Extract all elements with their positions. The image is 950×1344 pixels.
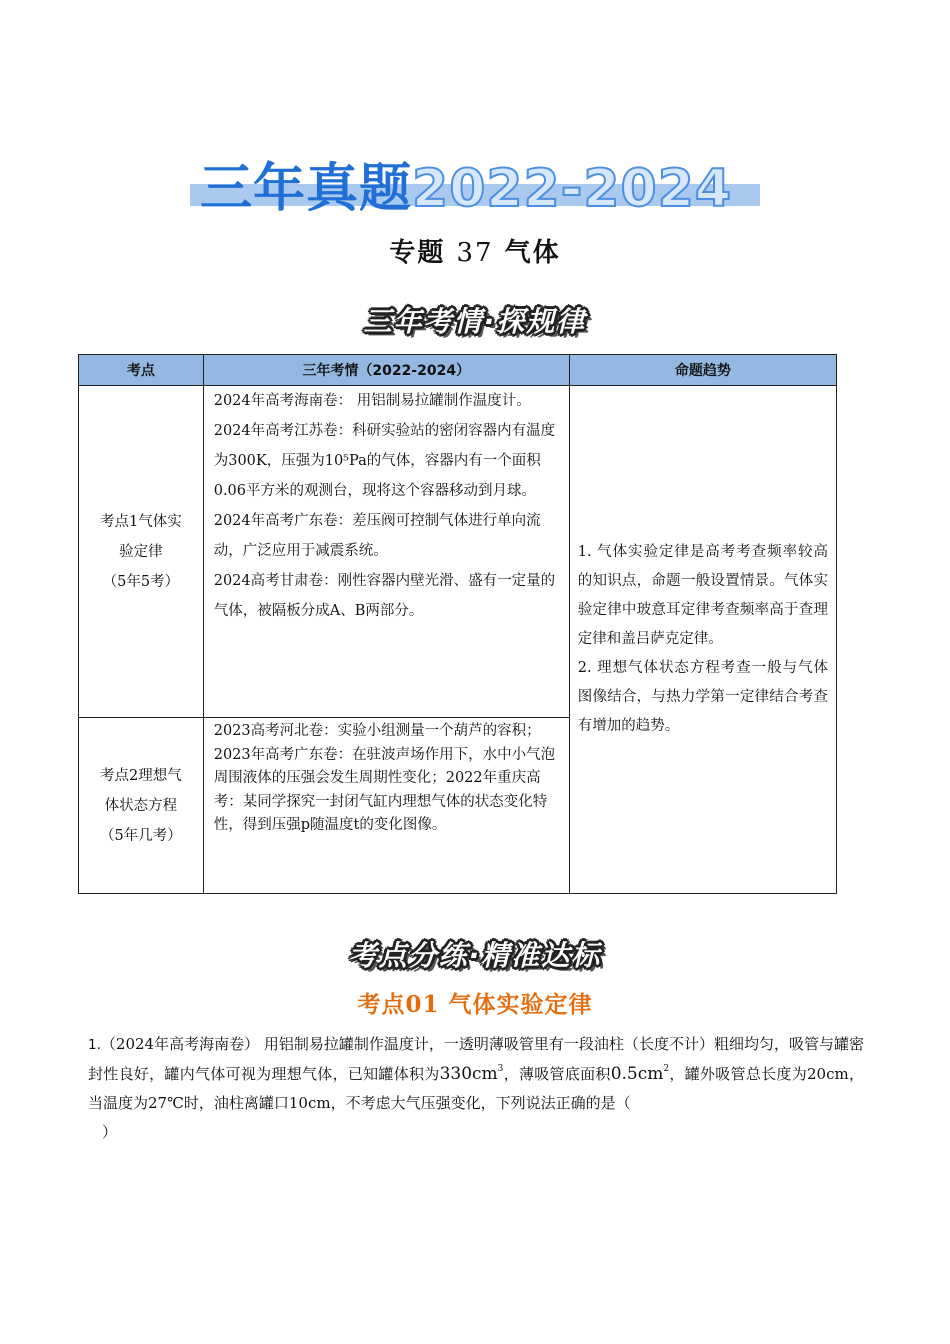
- situation-cell-1: [203, 386, 569, 718]
- question-text-b: ，薄吸管底面积: [503, 1065, 611, 1083]
- question-text: [88, 1030, 864, 1118]
- subject-number: 37: [456, 238, 494, 268]
- subject-name: 气体: [504, 238, 561, 268]
- question-close-paren: ）: [102, 1123, 118, 1141]
- situation-item: 2024年高考广东卷：差压阀可控制气体进行单向流动，广泛应用于减震系统。: [213, 513, 541, 559]
- exam-analysis-table: [78, 354, 837, 894]
- trend-cell: [569, 386, 836, 894]
- section-banner-trends: 三年考情·探规律: [363, 305, 587, 338]
- header-point: 考点: [79, 355, 204, 386]
- header-situation: 三年考情（2022-2024）: [203, 355, 569, 386]
- table-header-row: [79, 355, 837, 386]
- situation-item: 2024高考甘肃卷：刚性容器内壁光滑、盛有一定量的气体，被隔板分成A、B两部分。: [213, 573, 556, 619]
- point-line: 考点1气体实: [99, 513, 182, 530]
- point-line: 体状态方程: [104, 797, 178, 814]
- question-number: 1.: [88, 1037, 101, 1053]
- question-text-c: ，罐外吸管总长度为20cm，当温度为27℃时，油柱离罐口10cm，不考虑大气压强变化，下列说法正确的是（: [88, 1065, 864, 1112]
- title-banner: [190, 148, 760, 219]
- point-line: 验定律: [119, 543, 163, 560]
- banner-part2: 2022-2024: [412, 159, 733, 219]
- table-row: [79, 386, 837, 718]
- question-area: 0.5cm: [610, 1064, 664, 1084]
- point-line: 考点2理想气: [99, 767, 182, 784]
- section-title: 考点01 气体实验定律: [357, 991, 593, 1018]
- situation-cell-2: [203, 718, 569, 894]
- point-cell-1: [79, 386, 204, 718]
- banner-part1: 三年真题: [200, 159, 413, 219]
- situation-item: 2024年高考江苏卷：科研实验站的密闭容器内有温度为300K，压强为10⁵Pa的气体，容器内有一个面积0.06平方米的观测台，现将这个容器移动到月球。: [213, 423, 556, 499]
- header-trend: 命题趋势: [569, 355, 836, 386]
- banner-text: [200, 146, 732, 221]
- superscript-2: 2: [663, 1064, 670, 1074]
- situation-item: 2024年高考海南卷： 用铝制易拉罐制作温度计。: [213, 393, 531, 409]
- question-text-a: 用铝制易拉罐制作温度计，一透明薄吸管里有一段油柱（长度不计）粗细均匀，吸管与罐密封性良好，罐内气体可视为理想气体，已知罐体积为: [88, 1035, 864, 1083]
- superscript-3: 3: [497, 1064, 504, 1074]
- section-banner-practice: 考点分练·精准达标: [348, 939, 602, 972]
- trend-item: 1. 气体实验定律是高考考查频率较高的知识点，命题一般设置情景。气体实验定律中玻意耳定律考查频率高于查理定律和盖吕萨克定律。: [577, 544, 828, 647]
- question-volume: 330cm: [439, 1064, 498, 1084]
- subject-title: [0, 232, 950, 269]
- point-cell-2: [79, 718, 204, 894]
- situation-item: 2023高考河北卷：实验小组测量一个葫芦的容积；2023年高考广东卷：在驻波声场作用下，水中小气泡周围液体的压强会发生周期性变化；2022年重庆高考：某同学探究一封闭气缸内理想气体的状态变化特性，得到压强p随温度t的变化图像。: [213, 723, 556, 833]
- question-source: （2024年高考海南卷）: [100, 1035, 260, 1053]
- subject-prefix: 专题: [389, 238, 446, 268]
- question-1: [88, 1030, 864, 1147]
- point-line: （5年几考）: [99, 827, 182, 844]
- point-line: （5年5考）: [102, 573, 180, 590]
- trend-item: 2. 理想气体状态方程考查一般与气体图像结合，与热力学第一定律结合考查有增加的趋势。: [577, 660, 828, 734]
